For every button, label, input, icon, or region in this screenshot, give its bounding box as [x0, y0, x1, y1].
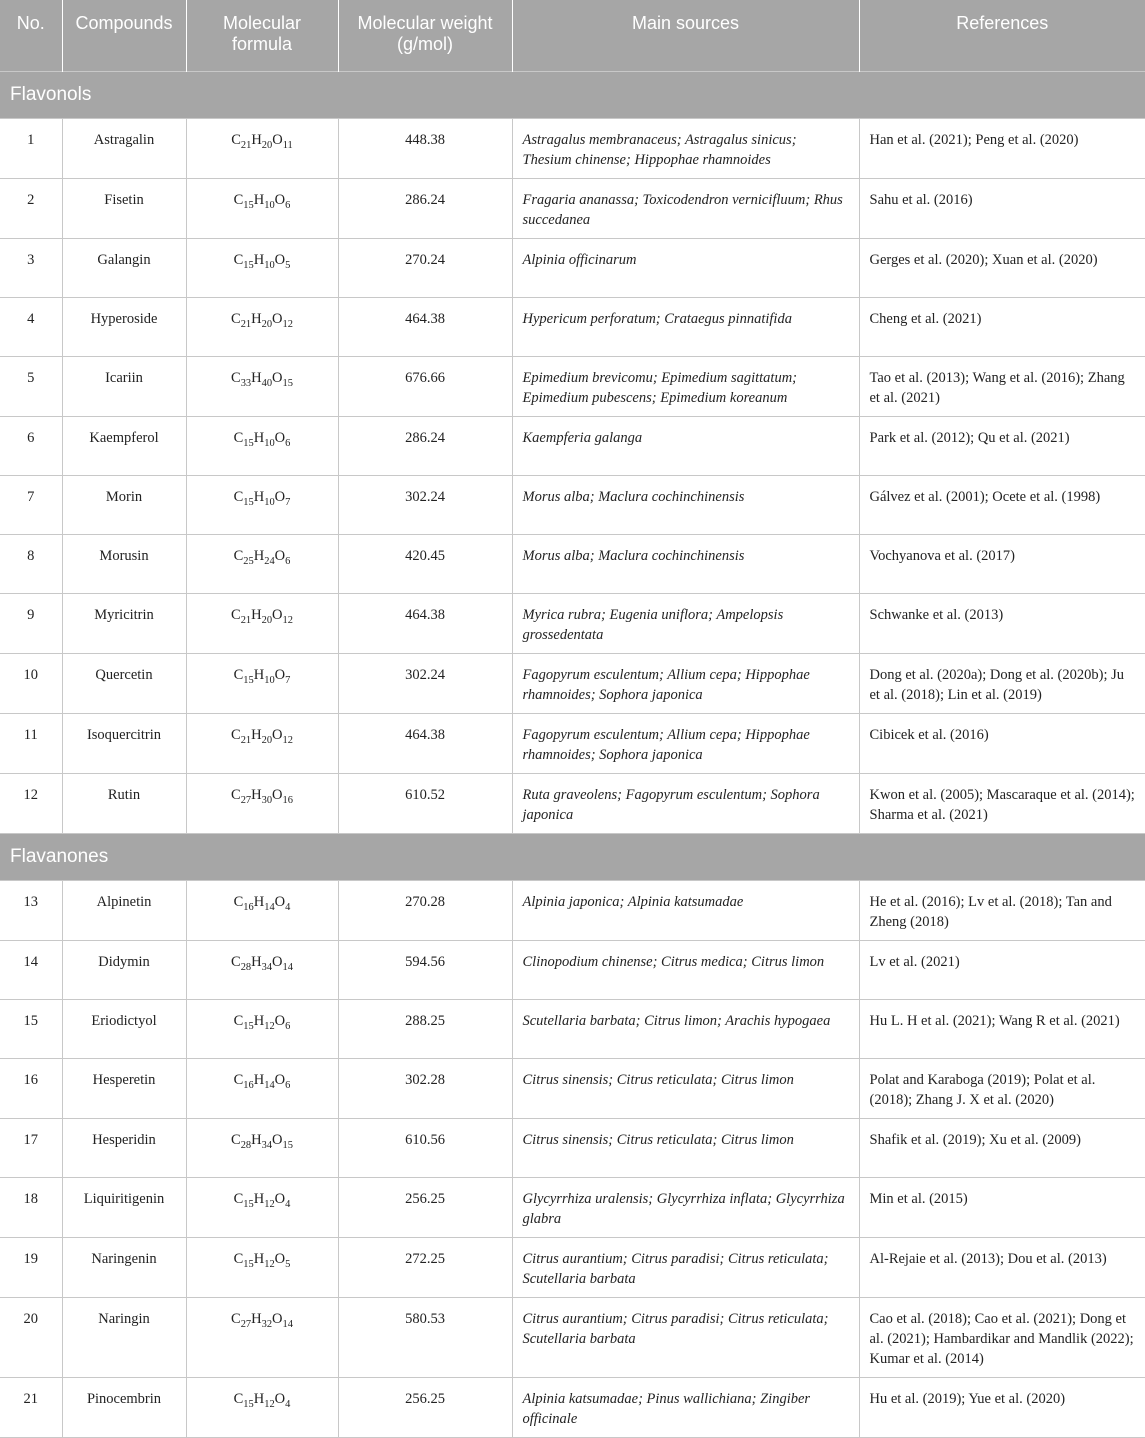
cell-molecular-weight: 448.38	[338, 119, 512, 179]
formula-count: 6	[285, 1079, 291, 1091]
cell-formula	[186, 714, 338, 774]
formula-count: 11	[282, 139, 293, 151]
formula-element: C	[231, 1132, 241, 1148]
cell-formula	[186, 119, 338, 179]
formula-count: 24	[264, 555, 275, 567]
cell-main-sources: Myrica rubra; Eugenia uniflora; Ampelopsis grossedentata	[512, 594, 859, 654]
formula-element: C	[231, 954, 241, 970]
formula-count: 6	[285, 437, 291, 449]
cell-references: Kwon et al. (2005); Mascaraque et al. (2014); Sharma et al. (2021)	[859, 774, 1145, 834]
formula-count: 21	[240, 318, 252, 330]
formula-element: O	[274, 1251, 286, 1267]
formula-count: 21	[240, 614, 252, 626]
cell-no: 13	[0, 881, 62, 941]
cell-main-sources: Citrus sinensis; Citrus reticulata; Citrus limon	[512, 1059, 859, 1119]
formula-count: 34	[261, 961, 273, 973]
formula-element: C	[231, 370, 241, 386]
formula-count: 15	[243, 1020, 254, 1032]
cell-no: 19	[0, 1238, 62, 1298]
cell-formula	[186, 1000, 338, 1059]
cell-compound: Quercetin	[62, 654, 186, 714]
cell-formula	[186, 179, 338, 239]
cell-references: Al-Rejaie et al. (2013); Dou et al. (2013)	[859, 1238, 1145, 1298]
table-row	[0, 654, 1145, 714]
cell-no: 15	[0, 1000, 62, 1059]
formula-count: 5	[285, 1258, 291, 1270]
formula-count: 33	[240, 377, 252, 389]
formula-count: 4	[285, 901, 291, 913]
cell-molecular-weight: 610.56	[338, 1119, 512, 1178]
formula-element: H	[251, 787, 262, 803]
cell-main-sources: Morus alba; Maclura cochinchinensis	[512, 535, 859, 594]
cell-no: 6	[0, 417, 62, 476]
cell-main-sources: Fagopyrum esculentum; Allium cepa; Hippophae rhamnoides; Sophora japonica	[512, 714, 859, 774]
cell-molecular-weight: 256.25	[338, 1178, 512, 1238]
formula-element: H	[251, 607, 262, 623]
cell-molecular-weight: 270.24	[338, 239, 512, 298]
table-row	[0, 1238, 1145, 1298]
table-row	[0, 535, 1145, 594]
cell-compound: Hyperoside	[62, 298, 186, 357]
cell-molecular-weight: 302.28	[338, 1059, 512, 1119]
formula-count: 15	[243, 674, 254, 686]
cell-compound: Hesperidin	[62, 1119, 186, 1178]
cell-compound: Morusin	[62, 535, 186, 594]
formula-count: 7	[285, 496, 291, 508]
cell-main-sources: Citrus aurantium; Citrus paradisi; Citrus reticulata; Scutellaria barbata	[512, 1238, 859, 1298]
header-molecular-weight: Molecular weight (g/mol)	[338, 0, 512, 72]
cell-references: He et al. (2016); Lv et al. (2018); Tan and Zheng (2018)	[859, 881, 1145, 941]
header-row	[0, 0, 1145, 72]
formula-count: 10	[264, 437, 275, 449]
formula-element: C	[233, 192, 244, 208]
table-row	[0, 476, 1145, 535]
formula-count: 12	[264, 1398, 275, 1410]
formula-element: O	[272, 954, 283, 970]
formula-count: 20	[261, 734, 273, 746]
cell-molecular-weight: 464.38	[338, 594, 512, 654]
cell-formula	[186, 594, 338, 654]
cell-main-sources: Astragalus membranaceus; Astragalus sinicus; Thesium chinense; Hippophae rhamnoides	[512, 119, 859, 179]
formula-count: 40	[261, 377, 273, 389]
cell-molecular-weight: 302.24	[338, 654, 512, 714]
cell-molecular-weight: 464.38	[338, 714, 512, 774]
formula-element: C	[233, 1013, 244, 1029]
header-main-sources: Main sources	[512, 0, 859, 72]
formula-count: 16	[243, 1079, 254, 1091]
table-row	[0, 941, 1145, 1000]
formula-count: 4	[285, 1398, 291, 1410]
cell-molecular-weight: 302.24	[338, 476, 512, 535]
cell-molecular-weight: 676.66	[338, 357, 512, 417]
formula-element: O	[274, 192, 286, 208]
formula-count: 15	[282, 377, 293, 389]
cell-references: Dong et al. (2020a); Dong et al. (2020b); Ju et al. (2018); Lin et al. (2019)	[859, 654, 1145, 714]
table-row	[0, 1178, 1145, 1238]
formula-element: O	[272, 311, 283, 327]
cell-main-sources: Morus alba; Maclura cochinchinensis	[512, 476, 859, 535]
formula-element: C	[233, 430, 244, 446]
cell-no: 16	[0, 1059, 62, 1119]
cell-no: 11	[0, 714, 62, 774]
formula-element: H	[253, 489, 265, 505]
formula-element: H	[253, 1013, 265, 1029]
table-row	[0, 594, 1145, 654]
header-no: No.	[0, 0, 62, 72]
cell-formula	[186, 357, 338, 417]
table-row	[0, 774, 1145, 834]
formula-count: 12	[282, 614, 293, 626]
formula-count: 7	[285, 674, 291, 686]
cell-references: Hu L. H et al. (2021); Wang R et al. (2021)	[859, 1000, 1145, 1059]
formula-count: 10	[264, 199, 275, 211]
cell-compound: Rutin	[62, 774, 186, 834]
formula-element: C	[231, 132, 241, 148]
cell-compound: Galangin	[62, 239, 186, 298]
cell-formula	[186, 298, 338, 357]
cell-no: 5	[0, 357, 62, 417]
cell-molecular-weight: 580.53	[338, 1298, 512, 1378]
formula-element: O	[272, 132, 283, 148]
formula-element: H	[253, 548, 265, 564]
cell-main-sources: Scutellaria barbata; Citrus limon; Arachis hypogaea	[512, 1000, 859, 1059]
formula-count: 10	[264, 674, 275, 686]
formula-count: 12	[264, 1198, 275, 1210]
cell-no: 10	[0, 654, 62, 714]
table-row	[0, 239, 1145, 298]
table-row	[0, 1119, 1145, 1178]
section-title: Flavonols	[0, 72, 1145, 119]
cell-formula	[186, 1238, 338, 1298]
table-row	[0, 119, 1145, 179]
cell-compound: Liquiritigenin	[62, 1178, 186, 1238]
formula-count: 34	[261, 1139, 273, 1151]
cell-references: Vochyanova et al. (2017)	[859, 535, 1145, 594]
formula-element: H	[253, 1391, 265, 1407]
formula-element: C	[231, 1311, 241, 1327]
cell-formula	[186, 1178, 338, 1238]
formula-element: H	[253, 1072, 265, 1088]
formula-count: 15	[243, 437, 254, 449]
cell-references: Gerges et al. (2020); Xuan et al. (2020)	[859, 239, 1145, 298]
formula-element: C	[233, 1251, 244, 1267]
section-row	[0, 834, 1145, 881]
formula-element: H	[251, 370, 262, 386]
cell-references: Tao et al. (2013); Wang et al. (2016); Zhang et al. (2021)	[859, 357, 1145, 417]
formula-count: 12	[282, 318, 293, 330]
cell-main-sources: Hypericum perforatum; Crataegus pinnatifida	[512, 298, 859, 357]
formula-element: H	[251, 311, 262, 327]
formula-count: 15	[243, 1258, 254, 1270]
cell-no: 1	[0, 119, 62, 179]
formula-element: C	[233, 1391, 244, 1407]
cell-main-sources: Alpinia officinarum	[512, 239, 859, 298]
cell-no: 21	[0, 1378, 62, 1438]
cell-main-sources: Fagopyrum esculentum; Allium cepa; Hippophae rhamnoides; Sophora japonica	[512, 654, 859, 714]
formula-count: 16	[243, 901, 254, 913]
cell-references: Min et al. (2015)	[859, 1178, 1145, 1238]
cell-no: 12	[0, 774, 62, 834]
formula-element: O	[274, 667, 286, 683]
formula-count: 15	[243, 1398, 254, 1410]
cell-molecular-weight: 286.24	[338, 417, 512, 476]
formula-count: 28	[240, 1139, 252, 1151]
cell-compound: Morin	[62, 476, 186, 535]
formula-element: C	[231, 787, 241, 803]
cell-molecular-weight: 610.52	[338, 774, 512, 834]
formula-element: C	[231, 311, 241, 327]
formula-count: 12	[264, 1258, 275, 1270]
table-row	[0, 1059, 1145, 1119]
cell-no: 7	[0, 476, 62, 535]
formula-count: 10	[264, 259, 275, 271]
formula-count: 16	[282, 794, 293, 806]
formula-element: O	[272, 787, 283, 803]
formula-element: H	[253, 192, 265, 208]
formula-element: H	[253, 1251, 265, 1267]
formula-element: O	[272, 1132, 283, 1148]
formula-count: 6	[285, 1020, 291, 1032]
formula-count: 15	[243, 1198, 254, 1210]
header-molecular-formula: Molecular formula	[186, 0, 338, 72]
table-row	[0, 1000, 1145, 1059]
cell-main-sources: Fragaria ananassa; Toxicodendron vernicifluum; Rhus succedanea	[512, 179, 859, 239]
formula-count: 14	[282, 1318, 293, 1330]
formula-count: 15	[282, 1139, 293, 1151]
formula-element: H	[253, 252, 265, 268]
cell-compound: Naringenin	[62, 1238, 186, 1298]
cell-compound: Hesperetin	[62, 1059, 186, 1119]
cell-molecular-weight: 420.45	[338, 535, 512, 594]
formula-element: C	[233, 489, 244, 505]
cell-references: Hu et al. (2019); Yue et al. (2020)	[859, 1378, 1145, 1438]
formula-element: O	[272, 607, 283, 623]
cell-formula	[186, 1059, 338, 1119]
table-row	[0, 714, 1145, 774]
formula-element: H	[251, 1132, 262, 1148]
cell-molecular-weight: 464.38	[338, 298, 512, 357]
section-title: Flavanones	[0, 834, 1145, 881]
cell-formula	[186, 1378, 338, 1438]
table-row	[0, 417, 1145, 476]
cell-compound: Eriodictyol	[62, 1000, 186, 1059]
formula-count: 6	[285, 199, 291, 211]
cell-references: Cheng et al. (2021)	[859, 298, 1145, 357]
cell-compound: Myricitrin	[62, 594, 186, 654]
formula-count: 27	[240, 794, 252, 806]
formula-element: C	[233, 548, 244, 564]
formula-element: O	[272, 727, 283, 743]
cell-main-sources: Clinopodium chinense; Citrus medica; Citrus limon	[512, 941, 859, 1000]
formula-element: O	[274, 1013, 286, 1029]
table-header	[0, 0, 1145, 72]
cell-compound: Didymin	[62, 941, 186, 1000]
cell-no: 2	[0, 179, 62, 239]
formula-element: O	[274, 1191, 286, 1207]
cell-no: 17	[0, 1119, 62, 1178]
cell-compound: Fisetin	[62, 179, 186, 239]
formula-element: O	[274, 489, 286, 505]
cell-formula	[186, 1119, 338, 1178]
formula-count: 15	[243, 496, 254, 508]
formula-element: C	[233, 1072, 244, 1088]
formula-count: 14	[264, 901, 275, 913]
header-references: References	[859, 0, 1145, 72]
cell-compound: Alpinetin	[62, 881, 186, 941]
formula-element: O	[274, 1072, 286, 1088]
formula-element: O	[274, 1391, 286, 1407]
formula-element: O	[272, 1311, 283, 1327]
cell-main-sources: Epimedium brevicomu; Epimedium sagittatum; Epimedium pubescens; Epimedium koreanum	[512, 357, 859, 417]
cell-no: 18	[0, 1178, 62, 1238]
formula-element: H	[251, 132, 262, 148]
formula-count: 20	[261, 318, 273, 330]
formula-element: O	[274, 548, 286, 564]
cell-formula	[186, 941, 338, 1000]
formula-element: H	[253, 1191, 265, 1207]
cell-references: Shafik et al. (2019); Xu et al. (2009)	[859, 1119, 1145, 1178]
cell-no: 8	[0, 535, 62, 594]
formula-element: C	[233, 894, 244, 910]
section-row	[0, 72, 1145, 119]
cell-formula	[186, 535, 338, 594]
cell-molecular-weight: 272.25	[338, 1238, 512, 1298]
formula-count: 4	[285, 1198, 291, 1210]
header-compounds: Compounds	[62, 0, 186, 72]
cell-molecular-weight: 594.56	[338, 941, 512, 1000]
cell-no: 3	[0, 239, 62, 298]
table-body	[0, 72, 1145, 1438]
cell-compound: Naringin	[62, 1298, 186, 1378]
formula-count: 21	[240, 139, 252, 151]
cell-references: Polat and Karaboga (2019); Polat et al. (2018); Zhang J. X et al. (2020)	[859, 1059, 1145, 1119]
formula-element: C	[233, 667, 244, 683]
formula-element: O	[274, 252, 286, 268]
formula-count: 14	[264, 1079, 275, 1091]
cell-references: Gálvez et al. (2001); Ocete et al. (1998)	[859, 476, 1145, 535]
cell-references: Sahu et al. (2016)	[859, 179, 1145, 239]
formula-count: 27	[240, 1318, 252, 1330]
cell-molecular-weight: 256.25	[338, 1378, 512, 1438]
cell-molecular-weight: 286.24	[338, 179, 512, 239]
cell-formula	[186, 476, 338, 535]
formula-element: C	[233, 1191, 244, 1207]
cell-references: Park et al. (2012); Qu et al. (2021)	[859, 417, 1145, 476]
formula-count: 12	[282, 734, 293, 746]
formula-element: C	[231, 607, 241, 623]
cell-no: 4	[0, 298, 62, 357]
cell-compound: Icariin	[62, 357, 186, 417]
cell-compound: Kaempferol	[62, 417, 186, 476]
cell-formula	[186, 654, 338, 714]
cell-molecular-weight: 270.28	[338, 881, 512, 941]
cell-references: Han et al. (2021); Peng et al. (2020)	[859, 119, 1145, 179]
cell-formula	[186, 417, 338, 476]
formula-count: 32	[261, 1318, 273, 1330]
formula-count: 15	[243, 259, 254, 271]
formula-element: C	[231, 727, 241, 743]
formula-element: H	[251, 727, 262, 743]
formula-element: O	[274, 894, 286, 910]
cell-molecular-weight: 288.25	[338, 1000, 512, 1059]
cell-no: 14	[0, 941, 62, 1000]
cell-main-sources: Citrus aurantium; Citrus paradisi; Citrus reticulata; Scutellaria barbata	[512, 1298, 859, 1378]
cell-formula	[186, 774, 338, 834]
formula-element: O	[274, 430, 286, 446]
formula-element: O	[272, 370, 283, 386]
cell-formula	[186, 1298, 338, 1378]
formula-count: 25	[243, 555, 254, 567]
formula-element: H	[253, 667, 265, 683]
table-row	[0, 881, 1145, 941]
cell-main-sources: Glycyrrhiza uralensis; Glycyrrhiza inflata; Glycyrrhiza glabra	[512, 1178, 859, 1238]
cell-no: 9	[0, 594, 62, 654]
table-row	[0, 357, 1145, 417]
formula-element: H	[251, 1311, 262, 1327]
cell-main-sources: Alpinia katsumadae; Pinus wallichiana; Zingiber officinale	[512, 1378, 859, 1438]
formula-element: C	[233, 252, 244, 268]
table-row	[0, 298, 1145, 357]
formula-count: 14	[282, 961, 293, 973]
cell-references: Schwanke et al. (2013)	[859, 594, 1145, 654]
cell-references: Lv et al. (2021)	[859, 941, 1145, 1000]
cell-formula	[186, 239, 338, 298]
formula-count: 10	[264, 496, 275, 508]
cell-compound: Astragalin	[62, 119, 186, 179]
table-row	[0, 1298, 1145, 1378]
cell-main-sources: Citrus sinensis; Citrus reticulata; Citrus limon	[512, 1119, 859, 1178]
cell-main-sources: Kaempferia galanga	[512, 417, 859, 476]
cell-references: Cao et al. (2018); Cao et al. (2021); Dong et al. (2021); Hambardikar and Mandlik (2022); Kumar et al. (2014)	[859, 1298, 1145, 1378]
formula-count: 20	[261, 614, 273, 626]
table-row	[0, 1378, 1145, 1438]
formula-count: 6	[285, 555, 291, 567]
formula-element: H	[251, 954, 262, 970]
formula-count: 21	[240, 734, 252, 746]
formula-count: 30	[261, 794, 273, 806]
formula-count: 20	[261, 139, 273, 151]
cell-formula	[186, 881, 338, 941]
formula-element: H	[253, 430, 265, 446]
formula-element: H	[253, 894, 265, 910]
cell-main-sources: Alpinia japonica; Alpinia katsumadae	[512, 881, 859, 941]
formula-count: 12	[264, 1020, 275, 1032]
cell-no: 20	[0, 1298, 62, 1378]
formula-count: 5	[285, 259, 291, 271]
cell-compound: Pinocembrin	[62, 1378, 186, 1438]
cell-main-sources: Ruta graveolens; Fagopyrum esculentum; Sophora japonica	[512, 774, 859, 834]
table-row	[0, 179, 1145, 239]
formula-count: 15	[243, 199, 254, 211]
cell-compound: Isoquercitrin	[62, 714, 186, 774]
formula-count: 28	[240, 961, 252, 973]
cell-references: Cibicek et al. (2016)	[859, 714, 1145, 774]
